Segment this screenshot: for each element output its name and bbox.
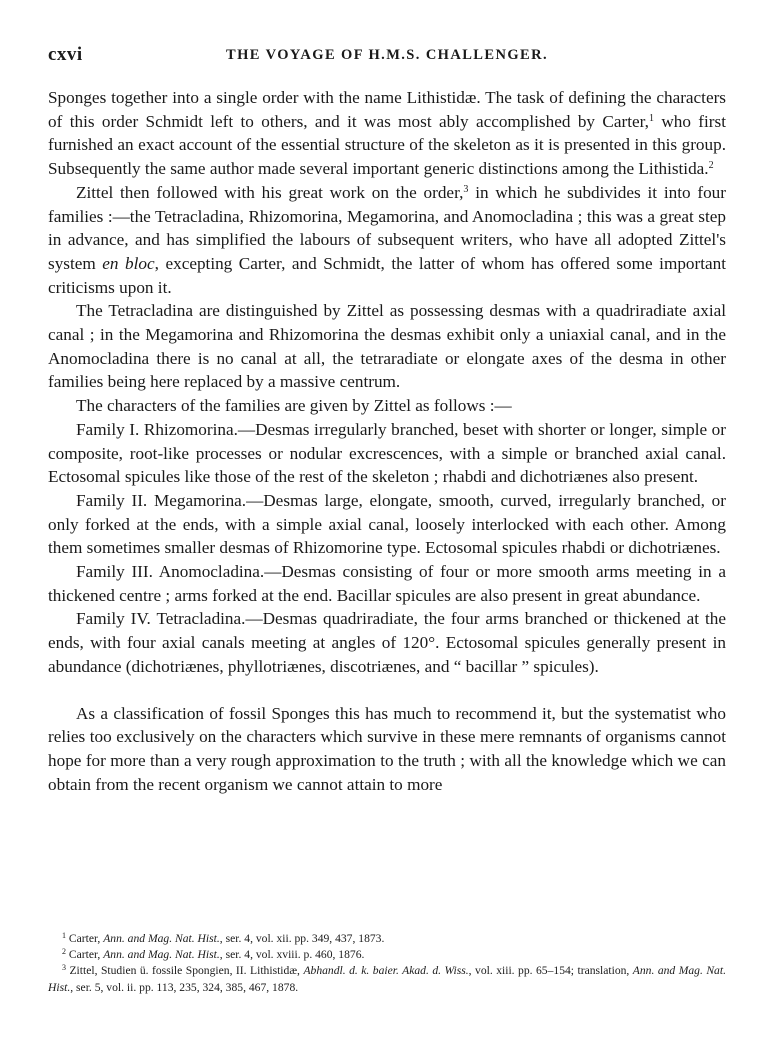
page-number: cxvi [48, 44, 83, 65]
footnote-ref: 2 [708, 160, 714, 172]
footnote-ref: 3 [463, 183, 469, 195]
footnote-ref: 1 [648, 112, 654, 124]
paragraph: As a classification of fossil Sponges this has much to recommend it, but the systematist who relies too exclusively on the characters which survive in these mere remnants of organisms cannot hope for more than a very rough approximation to the truth ; with all the knowledge which we can obtain from the recent organism we cannot attain to more [48, 703, 726, 794]
footnotes [48, 931, 726, 996]
footnote: $^2$ Carter, Ann. and Mag. Nat. Hist., ser. 4, vol. xviii. p. 460, 1876. [62, 947, 365, 962]
footnote: $^3$ Zittel, Studien ü. fossile Spongien, II. Lithistidæ, Abhandl. d. k. baier. Akad. d. Wiss., vol. xiii. pp. 65–154; translation, Ann. and Mag. Nat. Hist., ser. 5, vol. ii. pp. 113, 235, 324, 385, 467, 1878. [48, 963, 726, 994]
paragraph: Sponges together into a single order with the name Lithistidæ. The task of defining the characters of this order Schmidt left to others, and it was most ably accomplished by Carter,$^1$ who first furnished an exact account of the essential structure of the skeleton as it is presented in this group. Subsequently the same author made several important generic distinctions among the Lithistida.$^2$ [48, 88, 726, 179]
family-paragraph: Family II. Megamorina.—Desmas large, elongate, smooth, curved, irregularly branched, or only forked at the ends, with a simple axial canal, loosely interlocked with each other. Among them sometimes smaller desmas of Rhizomorine type. Ectosomal spicules rhabdi or dichotriænes. [48, 490, 726, 558]
family-paragraph: Family I. Rhizomorina.—Desmas irregularly branched, beset with shorter or longer, simple or composite, root-like processes or nodular excrescences, with a simple or branched axial canal. Ectosomal spicules like those of the rest of the skeleton ; rhabdi and dichotriænes also present. [48, 419, 726, 487]
paragraph: The characters of the families are given by Zittel as follows :— [76, 396, 512, 416]
footnote: $^1$ Carter, Ann. and Mag. Nat. Hist., ser. 4, vol. xii. pp. 349, 437, 1873. [62, 931, 385, 945]
running-title: THE VOYAGE OF H.M.S. CHALLENGER. [226, 47, 548, 63]
body-text [48, 86, 726, 796]
paragraph: The Tetracladina are distinguished by Zittel as possessing desmas with a quadriradiate axial canal ; in the Megamorina and Rhizomorina the desmas exhibit only a uniaxial canal, and in the Anomocladina there is no canal at all, the tetraradiate or elongate axes of the desma in other families being here replaced by a massive centrum. [48, 301, 726, 392]
paragraph: Zittel then followed with his great work on the order,$^3$ in which he subdivides it into four families :—the Tetracladina, Rhizomorina, Megamorina, and Anomocladina ; this was a great step in advance, and has simplified the labours of subsequent writers, who have all adopted Zittel's system en bloc, excepting Carter, and Schmidt, the latter of whom has offered some important criticisms upon it. [48, 182, 727, 297]
italic-text: en bloc [102, 253, 155, 273]
family-paragraph: Family III. Anomocladina.—Desmas consisting of four or more smooth arms meeting in a thickened centre ; arms forked at the end. Bacillar spicules are also present in great abundance. [48, 562, 726, 605]
family-paragraph: Family IV. Tetracladina.—Desmas quadriradiate, the four arms branched or thickened at the ends, with four axial canals meeting at angles of 120°. Ectosomal spicules generally present in abundance (dichotriænes, phyllotriænes, discotriænes, and “ bacillar ” spicules). [48, 609, 726, 676]
page-header [48, 44, 726, 70]
